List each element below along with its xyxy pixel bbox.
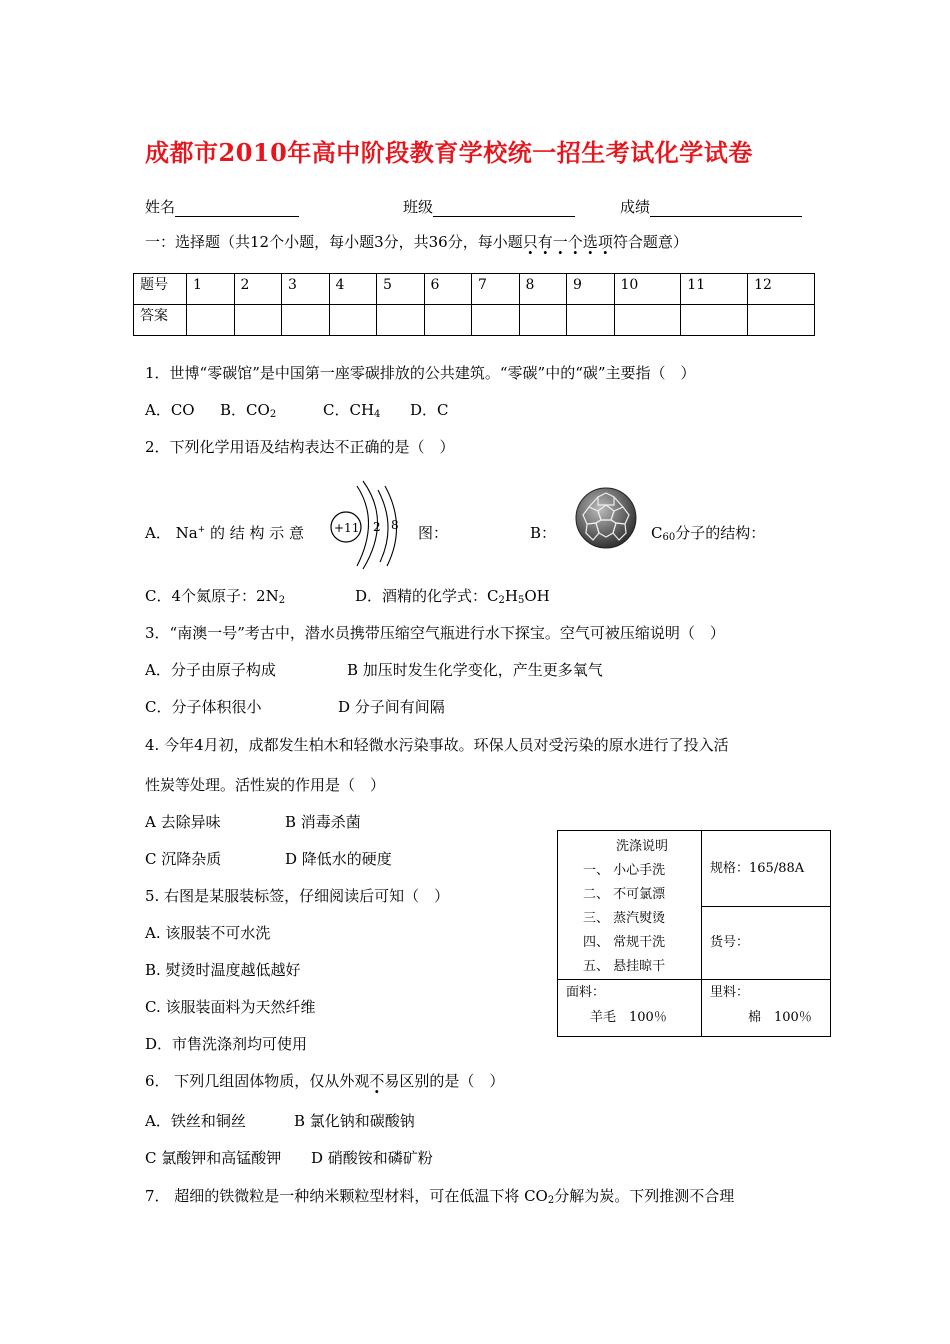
wash-item: 三、 蒸汽熨烫 bbox=[583, 911, 666, 926]
question-6-option-a: A．铁丝和铜丝 bbox=[145, 1112, 246, 1130]
lining-value: 棉 100％ bbox=[748, 1010, 812, 1025]
label-divider bbox=[558, 979, 830, 980]
sodium-ion-structure-diagram bbox=[325, 476, 415, 571]
question-3-option-c: C．分子体积很小 bbox=[145, 698, 262, 716]
question-3-stem: 3．“南澳一号”考古中，潜水员携带压缩空气瓶进行水下探宝。空气可被压缩说明（ ） bbox=[145, 624, 725, 642]
answer-cell[interactable] bbox=[377, 305, 425, 336]
question-2-option-a: A． Na+ 的 结 构 示 意 bbox=[145, 524, 305, 542]
question-4-stem-line-1: 4. 今年4月初，成都发生柏木和轻微水污染事故。环保人员对受污染的原水进行了投入活 bbox=[145, 736, 729, 754]
emph-char: 项 bbox=[597, 233, 613, 251]
table-header: 答案 bbox=[134, 305, 187, 336]
question-2-option-b: B： bbox=[530, 524, 557, 542]
question-6-stem: 6． 下列几组固体物质，仅从外观不易区别的是（ ） bbox=[145, 1072, 505, 1090]
emph-char: 只 bbox=[522, 233, 538, 251]
question-3-option-d: D 分子间有间隔 bbox=[338, 698, 445, 716]
table-row-numbers bbox=[134, 274, 815, 305]
class-label: 班级 bbox=[403, 198, 434, 216]
question-1-stem: 1．世博“零碳馆”是中国第一座零碳排放的公共建筑。“零碳”中的“碳”主要指（ ） bbox=[145, 364, 696, 382]
wash-item: 四、 常规干洗 bbox=[583, 935, 666, 950]
table-cell: 5 bbox=[377, 274, 425, 305]
item-number: 货号： bbox=[710, 935, 750, 950]
question-4-option-b: B 消毒杀菌 bbox=[285, 813, 361, 831]
question-5-option-a: A. 该服装不可水洗 bbox=[145, 924, 271, 942]
question-2-option-a-tail: 图： bbox=[418, 524, 449, 542]
wash-item: 二、 不可氯漂 bbox=[583, 887, 666, 902]
question-2-option-d: D．酒精的化学式：$C_2H_5OH$ bbox=[355, 587, 550, 606]
answer-cell[interactable] bbox=[614, 305, 681, 336]
answer-table bbox=[133, 273, 815, 336]
answer-cell[interactable] bbox=[472, 305, 520, 336]
name-label: 姓名 bbox=[145, 198, 176, 216]
wash-item: 五、 悬挂晾干 bbox=[583, 959, 666, 974]
shell-2-electrons: 8 bbox=[391, 518, 399, 532]
fabric-label: 面料： bbox=[566, 985, 606, 1000]
question-4-stem-line-2: 性炭等处理。活性炭的作用是（ ） bbox=[145, 776, 386, 794]
table-cell: 7 bbox=[472, 274, 520, 305]
table-cell: 9 bbox=[567, 274, 615, 305]
emph-char: 一 bbox=[552, 233, 568, 251]
question-5-stem: 5. 右图是某服装标签，仔细阅读后可知（ ） bbox=[145, 887, 450, 905]
shell-1-electrons: 2 bbox=[373, 520, 381, 534]
table-row-answers bbox=[134, 305, 815, 336]
lining-label: 里料： bbox=[710, 985, 750, 1000]
table-cell: 8 bbox=[519, 274, 567, 305]
score-field[interactable] bbox=[620, 196, 802, 217]
section-heading: 一：选择题（共12个小题，每小题3分，共36分，每小题只有一个选项符合题意） bbox=[145, 233, 688, 251]
answer-cell[interactable] bbox=[519, 305, 567, 336]
question-5-option-d: D．市售洗涤剂均可使用 bbox=[145, 1035, 308, 1053]
emph-char: 个 bbox=[567, 233, 583, 251]
label-divider bbox=[701, 906, 830, 907]
answer-cell[interactable] bbox=[234, 305, 282, 336]
score-blank[interactable] bbox=[650, 200, 802, 217]
question-5-option-c: C. 该服装面料为天然纤维 bbox=[145, 998, 316, 1016]
question-4-option-d: D 降低水的硬度 bbox=[285, 850, 392, 868]
question-3-option-b: B 加压时发生化学变化，产生更多氧气 bbox=[347, 661, 603, 679]
question-6-option-d: D 硝酸铵和磷矿粉 bbox=[311, 1149, 433, 1167]
question-4-option-c: C 沉降杂质 bbox=[145, 850, 222, 868]
wash-instructions-title: 洗涤说明 bbox=[616, 839, 669, 854]
answer-cell[interactable] bbox=[187, 305, 235, 336]
question-6-option-b: B 氯化钠和碳酸钠 bbox=[294, 1112, 415, 1130]
wash-item: 一、 小心手洗 bbox=[583, 863, 666, 878]
nucleus-label: +11 bbox=[334, 521, 360, 535]
answer-cell[interactable] bbox=[748, 305, 815, 336]
table-cell: 10 bbox=[614, 274, 681, 305]
answer-cell[interactable] bbox=[282, 305, 330, 336]
size-spec: 规格：165/88A bbox=[710, 861, 805, 876]
question-2-option-b-text: $C_{60}$分子的结构： bbox=[651, 524, 766, 543]
table-cell: 6 bbox=[424, 274, 472, 305]
exam-title: 成都市2010年高中阶段教育学校统一招生考试化学试卷 bbox=[145, 138, 753, 167]
emph-char: 有 bbox=[537, 233, 553, 251]
clothing-label bbox=[557, 830, 831, 1037]
question-2-stem: 2．下列化学用语及结构表达不正确的是（ ） bbox=[145, 438, 455, 456]
fabric-value: 羊毛 100％ bbox=[590, 1010, 667, 1025]
answer-cell[interactable] bbox=[424, 305, 472, 336]
question-1-option-a: A．CO bbox=[145, 401, 195, 419]
question-1-option-c: C．$CH_4$ bbox=[323, 401, 381, 420]
question-7-stem: 7． 超细的铁微粒是一种纳米颗粒型材料，可在低温下将 $CO_2$分解为炭。下列推测不合理 bbox=[145, 1187, 735, 1206]
question-3-option-a: A．分子由原子构成 bbox=[145, 661, 276, 679]
table-cell: 12 bbox=[748, 274, 815, 305]
question-6-option-c: C 氯酸钾和高锰酸钾 bbox=[145, 1149, 282, 1167]
question-4-option-a: A 去除异味 bbox=[145, 813, 221, 831]
table-cell: 4 bbox=[329, 274, 377, 305]
question-2-option-c: C．4个氮原子：$2N_2$ bbox=[145, 587, 286, 606]
table-cell: 11 bbox=[681, 274, 748, 305]
question-5-option-b: B. 熨烫时温度越低越好 bbox=[145, 961, 301, 979]
emph-char: 选 bbox=[582, 233, 598, 251]
name-field[interactable] bbox=[145, 196, 299, 217]
name-blank[interactable] bbox=[175, 200, 299, 217]
score-label: 成绩 bbox=[620, 198, 651, 216]
class-blank[interactable] bbox=[433, 200, 575, 217]
class-field[interactable] bbox=[403, 196, 575, 217]
c60-molecule-icon bbox=[573, 485, 639, 551]
label-divider bbox=[701, 831, 702, 1036]
table-cell: 1 bbox=[187, 274, 235, 305]
answer-cell[interactable] bbox=[567, 305, 615, 336]
table-cell: 2 bbox=[234, 274, 282, 305]
question-1-option-d: D．C bbox=[410, 401, 449, 419]
table-cell: 3 bbox=[282, 274, 330, 305]
answer-cell[interactable] bbox=[329, 305, 377, 336]
question-1-option-b: B．$CO_2$ bbox=[220, 401, 277, 420]
answer-cell[interactable] bbox=[681, 305, 748, 336]
table-header: 题号 bbox=[134, 274, 187, 305]
